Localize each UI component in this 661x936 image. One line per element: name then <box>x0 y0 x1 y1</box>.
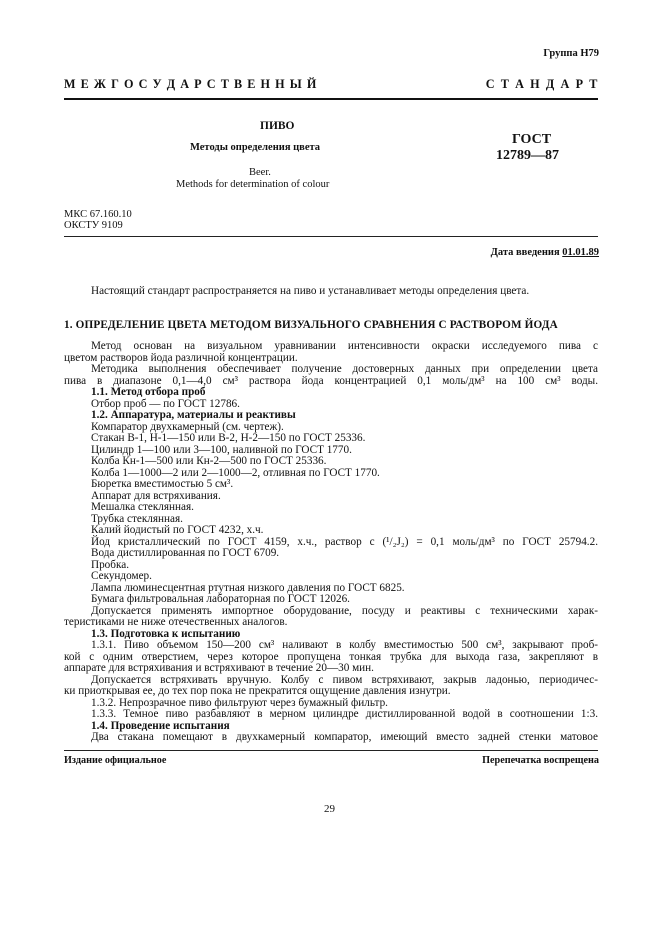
document-subtitle: Методы определения цвета <box>190 142 321 153</box>
method-line-1: Метод основан на визуальном уравнивании интенсивности окраски исследуемого пива с <box>91 340 598 352</box>
equipment-item: Аппарат для встряхивания. <box>91 489 221 502</box>
allowance-line-2: теристиками не ниже отечественных аналогов. <box>64 616 288 628</box>
footer-reprint-notice: Перепечатка воспрещена <box>482 755 599 766</box>
equipment-item: Пробка. <box>91 558 129 571</box>
equipment-item: Бумага фильтровальная лабораторная по ГОСТ 12026. <box>91 593 350 605</box>
gost-label: ГОСТ <box>512 132 552 147</box>
manual-shake-line-2: ки приоткрывая ее, до тех пор пока не прекратится ощущение давления изнутри. <box>64 685 451 697</box>
equipment-item: Мешалка стеклянная. <box>91 501 194 513</box>
footer-rule <box>64 750 598 751</box>
manual-shake-line-1: Допускается встряхивать вручную. Колбу с пивом встряхивают, закрыв ладонью, периодичес- <box>91 673 598 686</box>
banner-rule <box>64 98 598 100</box>
clause-1-3-1-line-3: аппарате для встряхивания и встряхивают в течение 20—30 мин. <box>64 662 374 674</box>
standard-banner-right: С Т А Н Д А Р Т <box>485 77 599 91</box>
methodology-line-1: Методика выполнения обеспечивает получение достоверных данных при определении цвета <box>91 363 598 375</box>
english-subtitle: Methods for determination of colour <box>176 179 330 190</box>
equipment-item: Лампа люминесцентная ртутная низкого давления по ГОСТ 6825. <box>91 581 405 594</box>
intro-date-label: Дата введения <box>490 247 560 258</box>
english-title: Beer. <box>249 167 271 178</box>
section-1-heading: 1. ОПРЕДЕЛЕНИЕ ЦВЕТА МЕТОДОМ ВИЗУАЛЬНОГО СРАВНЕНИЯ С РАСТВОРОМ ЙОДА <box>64 319 558 331</box>
equipment-item: Вода дистиллированная по ГОСТ 6709. <box>91 547 280 559</box>
equipment-item: Стакан В-1, Н-1—150 или В-2, Н-2—150 по ГОСТ 25336. <box>91 432 366 444</box>
method-line-2: цветом растворов йода различной концентрации. <box>64 351 298 364</box>
equipment-item: Секундомер. <box>91 570 152 582</box>
subsection-1-3-heading: 1.3. Подготовка к испытанию <box>91 627 241 640</box>
equipment-item: Компаратор двухкамерный (см. чертеж). <box>91 420 284 433</box>
okstu-code: ОКСТУ 9109 <box>64 220 123 231</box>
codes-rule <box>64 236 598 237</box>
equipment-item: Колба Кн-1—500 или Кн-2—500 по ГОСТ 25336. <box>91 455 327 467</box>
clause-1-3-3: 1.3.3. Темное пиво разбавляют в мерном цилиндре дистиллированной водой в соотношении 1:3. <box>91 708 598 720</box>
equipment-item: Трубка стеклянная. <box>91 512 183 525</box>
scope-paragraph: Настоящий стандарт распространяется на пиво и устанавливает методы определения цвета. <box>91 285 530 297</box>
equipment-item: Колба 1—1000—2 или 2—1000—2, отливная по ГОСТ 1770. <box>91 466 380 479</box>
allowance-line-1: Допускается применять импортное оборудование, посуду и реактивы с техническими харак- <box>91 604 598 617</box>
gost-number: 12789—87 <box>496 148 559 163</box>
clause-1-3-1-line-2: кой с одним отверстием, через которое пропущена тонкая трубка для выхода газа, закрепляют в <box>64 650 598 663</box>
subsection-1-1-heading: 1.1. Метод отбора проб <box>91 386 206 398</box>
equipment-item: Цилиндр 1—100 или 3—100, наливной по ГОСТ 1770. <box>91 443 352 456</box>
equipment-item: Бюретка вместимостью 5 см³. <box>91 478 234 490</box>
intro-date <box>491 247 599 258</box>
equipment-item: Йод кристаллический по ГОСТ 4159, х.ч., раствор c (¹/₂J₂) = 0,1 моль/дм³ по ГОСТ 25794.2. <box>91 535 598 548</box>
clause-1-3-2: 1.3.2. Непрозрачное пиво фильтруют через бумажный фильтр. <box>91 696 388 709</box>
mks-code: МКС 67.160.10 <box>64 209 132 220</box>
intro-date-value: 01.01.89 <box>562 247 599 258</box>
test-procedure-line-1: Два стакана помещают в двухкамерный компаратор, имеющий вместо задней стенки матовое <box>91 731 598 743</box>
document-title: ПИВО <box>260 120 295 132</box>
sampling-text: Отбор проб — по ГОСТ 12786. <box>91 397 240 410</box>
subsection-1-4-heading: 1.4. Проведение испытания <box>91 719 230 732</box>
methodology-line-2: пива в диапазоне 0,1—4,0 см³ раствора йода концентрацией 0,1 моль/дм³ на 100 см³ воды. <box>64 374 598 387</box>
subsection-1-2-heading: 1.2. Аппаратура, материалы и реактивы <box>91 409 296 421</box>
standard-banner-left: М Е Ж Г О С У Д А Р С Т В Е Н Н Ы Й <box>64 77 318 91</box>
clause-1-3-1-line-1: 1.3.1. Пиво объемом 150—200 см³ наливают в колбу вместимостью 500 см³, закрывают проб- <box>91 639 598 651</box>
page-number: 29 <box>324 803 335 815</box>
group-code: Группа Н79 <box>543 48 599 59</box>
footer-edition: Издание официальное <box>64 755 167 766</box>
equipment-item: Калий йодистый по ГОСТ 4232, х.ч. <box>91 524 264 536</box>
